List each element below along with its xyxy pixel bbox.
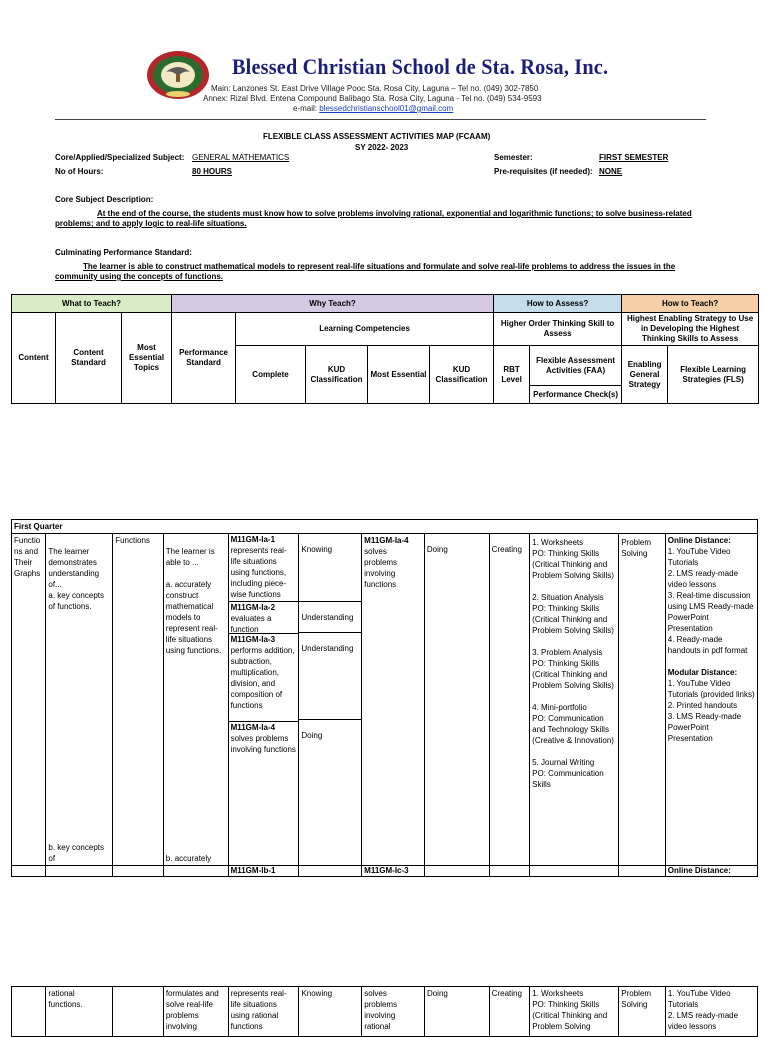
content-standard-a: The learner demonstrates understanding of... a. key concepts of functions.	[48, 547, 104, 611]
email-label: e-mail:	[293, 104, 318, 113]
kud-classification-header-1: KUD Classification	[306, 346, 368, 404]
content-standard-b: b. key concepts of	[48, 843, 104, 863]
subject-label: Core/Applied/Specialized Subject:	[55, 153, 185, 162]
complete-header: Complete	[236, 346, 306, 404]
performance-standard-b: b. accurately	[165, 854, 212, 863]
learning-competencies-header: Learning Competencies	[236, 313, 494, 346]
competency-3	[229, 633, 299, 721]
most-essential-cell	[362, 534, 425, 866]
fls-cell	[665, 534, 757, 866]
content-cell: Functions and Their Graphs	[12, 534, 46, 866]
competency-code-b: M11GM-Ib-1	[228, 866, 299, 877]
core-desc: At the end of the course, the students must know how to solve problems involving rational, exponential and logarithmic functions; to solve business-related problems; and to apply logic to real-life situations.	[55, 209, 692, 228]
faa-cell: 1. Worksheets PO: Thinking Skills (Critical Thinking and Problem Solving	[530, 987, 619, 1037]
fls-cell: 1. YouTube Video Tutorials 2. LMS ready-made video lessons	[665, 987, 757, 1037]
me-text: solves problems involving functions	[364, 547, 398, 589]
kud-cell: Knowing	[299, 987, 362, 1037]
fls-header: Flexible Learning Strategies (FLS)	[668, 346, 759, 404]
empty-cell	[424, 866, 489, 877]
topic-cell: Functions	[113, 534, 164, 866]
kud-4: Doing	[299, 719, 361, 862]
rbt-cell: Creating	[489, 987, 529, 1037]
empty-cell	[163, 866, 228, 877]
address-main: Main: Lanzones St. East Drive Village Pooc Sta. Rosa City, Laguna – Tel no. (049) 302-7850	[211, 84, 539, 93]
empty-cell	[530, 866, 619, 877]
strategy-cell: Problem Solving	[619, 534, 666, 866]
doc-sy: SY 2022- 2023	[355, 143, 409, 152]
doc-title: FLEXIBLE CLASS ASSESSMENT ACTIVITIES MAP (FCAAM)	[263, 132, 491, 141]
most-essential-cell: solves problems involving rational	[362, 987, 425, 1037]
me-kud-cell: Doing	[424, 534, 489, 866]
content-standard-cell: rational functions.	[46, 987, 113, 1037]
empty-cell	[12, 866, 46, 877]
online-list: 1. YouTube Video Tutorials 2. LMS ready-made video lessons 3. Real-time discussion using LMS Ready-made PowerPoint Presentation 4. Ready-made handouts in pdf format	[667, 547, 754, 655]
what-to-teach-header: What to Teach?	[12, 295, 172, 313]
prereq-label: Pre-requisites (if needed):	[494, 167, 593, 176]
competency-code: M11GM-Ia-4	[230, 723, 276, 732]
empty-cell	[12, 987, 46, 1037]
competency-text: evaluates a function	[230, 614, 272, 634]
competency-text: represents real-life situations using rational functions	[228, 987, 299, 1037]
content-header: Content	[12, 313, 56, 404]
competencies-cell	[228, 534, 299, 866]
performance-check-header: Performance Check(s)	[530, 386, 622, 404]
performance-standard-a: The learner is able to ... a. accurately construct mathematical models to represent real-life situations using functions.	[165, 547, 222, 655]
kud-2: Understanding	[299, 601, 361, 632]
address-annex: Annex: Rizal Blvd. Entena Compound Balibago Sta. Rosa City, Laguna - Tel no. (049) 534-9593	[203, 94, 542, 103]
page2-table	[11, 986, 758, 1037]
why-teach-header: Why Teach?	[172, 295, 494, 313]
hots-header: Higher Order Thinking Skill to Assess	[494, 313, 622, 346]
prereq-value: NONE	[599, 167, 623, 176]
how-to-assess-header: How to Assess?	[494, 295, 622, 313]
rbt-level-header: RBT Level	[494, 346, 530, 404]
competency-code: M11GM-Ia-2	[230, 603, 276, 612]
most-essential-header: Most Essential	[368, 346, 430, 404]
hours-value: 80 HOURS	[192, 167, 233, 176]
first-quarter-table	[11, 519, 758, 877]
enabling-strategy-header: Enabling General Strategy	[622, 346, 668, 404]
competency-2	[229, 601, 299, 633]
me-code-b: M11GM-Ic-3	[362, 866, 425, 877]
kud-classification-header-2: KUD Classification	[430, 346, 494, 404]
kud-1: Knowing	[301, 545, 333, 554]
competency-text: represents real-life situations using functions, including piece-wise functions	[230, 546, 287, 599]
empty-cell	[489, 866, 529, 877]
empty-cell	[46, 866, 113, 877]
online-label: Online Distance:	[667, 536, 731, 545]
empty-cell	[113, 987, 164, 1037]
competency-code: M11GM-Ia-3	[230, 635, 276, 644]
faa-header: Flexible Assessment Activities (FAA)	[530, 346, 622, 386]
semester-label: Semester:	[494, 153, 533, 162]
competency-1	[229, 534, 299, 601]
me-kud-cell: Doing	[424, 987, 489, 1037]
me-code: M11GM-Ia-4	[364, 536, 409, 545]
empty-cell	[113, 866, 164, 877]
empty-cell	[619, 866, 666, 877]
kud-3: Understanding	[299, 632, 361, 719]
culminating-label: Culminating Performance Standard:	[55, 248, 192, 257]
subject-value: GENERAL MATHEMATICS	[192, 153, 290, 162]
modular-list: 1. YouTube Video Tutorials (provided links) 2. Printed handouts 3. LMS Ready-made PowerPoint Presentation	[667, 679, 755, 743]
performance-standard-cell	[163, 534, 228, 866]
hours-label: No of Hours:	[55, 167, 104, 176]
core-desc-label: Core Subject Description:	[55, 195, 154, 204]
school-name: Blessed Christian School de Sta. Rosa, Inc.	[232, 54, 609, 79]
heswa-header: Highest Enabling Strategy to Use in Developing the Highest Thinking Skills to Assess	[622, 313, 759, 346]
content-standard-header: Content Standard	[56, 313, 122, 404]
competency-text: performs addition, subtraction, multiplication, division, and composition of functions	[230, 646, 295, 710]
strategy-cell: Problem Solving	[619, 987, 666, 1037]
email-link[interactable]: blessedchristianschool01@gmail.com	[319, 104, 454, 113]
performance-standard-header: Performance Standard	[172, 313, 236, 404]
email-line	[293, 104, 453, 113]
empty-cell	[299, 866, 362, 877]
kud-cell	[299, 534, 362, 866]
semester-value: FIRST SEMESTER	[599, 153, 669, 162]
culminating-standard: The learner is able to construct mathematical models to represent real-life situations and formulate and solve real-life problems to address the issues in the community using the concepts of functions.	[55, 262, 676, 281]
rbt-cell: Creating	[489, 534, 529, 866]
competency-code: M11GM-Ia-1	[230, 535, 276, 544]
competency-text: solves problems involving functions	[230, 734, 296, 754]
most-essential-topics-header: Most Essential Topics	[122, 313, 172, 404]
header-rule	[55, 119, 706, 120]
modular-label: Modular Distance:	[667, 668, 738, 677]
faa-cell: 1. Worksheets PO: Thinking Skills (Critical Thinking and Problem Solving Skills) 2. Situation Analysis PO: Thinking Skills (Critical Thinking and Problem Solving Skills) 3. Problem Analysis PO: Thinking Skills (Critical Thinking and Problem Solving Skills) 4. Mini-portfolio PO: Communication and Technology Skills (Creative & Innovation) 5. Journal Writing PO: Communication Skills	[530, 534, 619, 866]
how-to-teach-header: How to Teach?	[622, 295, 759, 313]
performance-standard-cell: formulates and solve real-life problems involving	[163, 987, 228, 1037]
competency-4	[229, 721, 299, 865]
quarter-label: First Quarter	[12, 520, 758, 534]
fcaam-header-table	[11, 294, 759, 404]
content-standard-cell	[46, 534, 113, 866]
school-logo	[146, 50, 210, 100]
online-label-b: Online Distance:	[665, 866, 757, 877]
